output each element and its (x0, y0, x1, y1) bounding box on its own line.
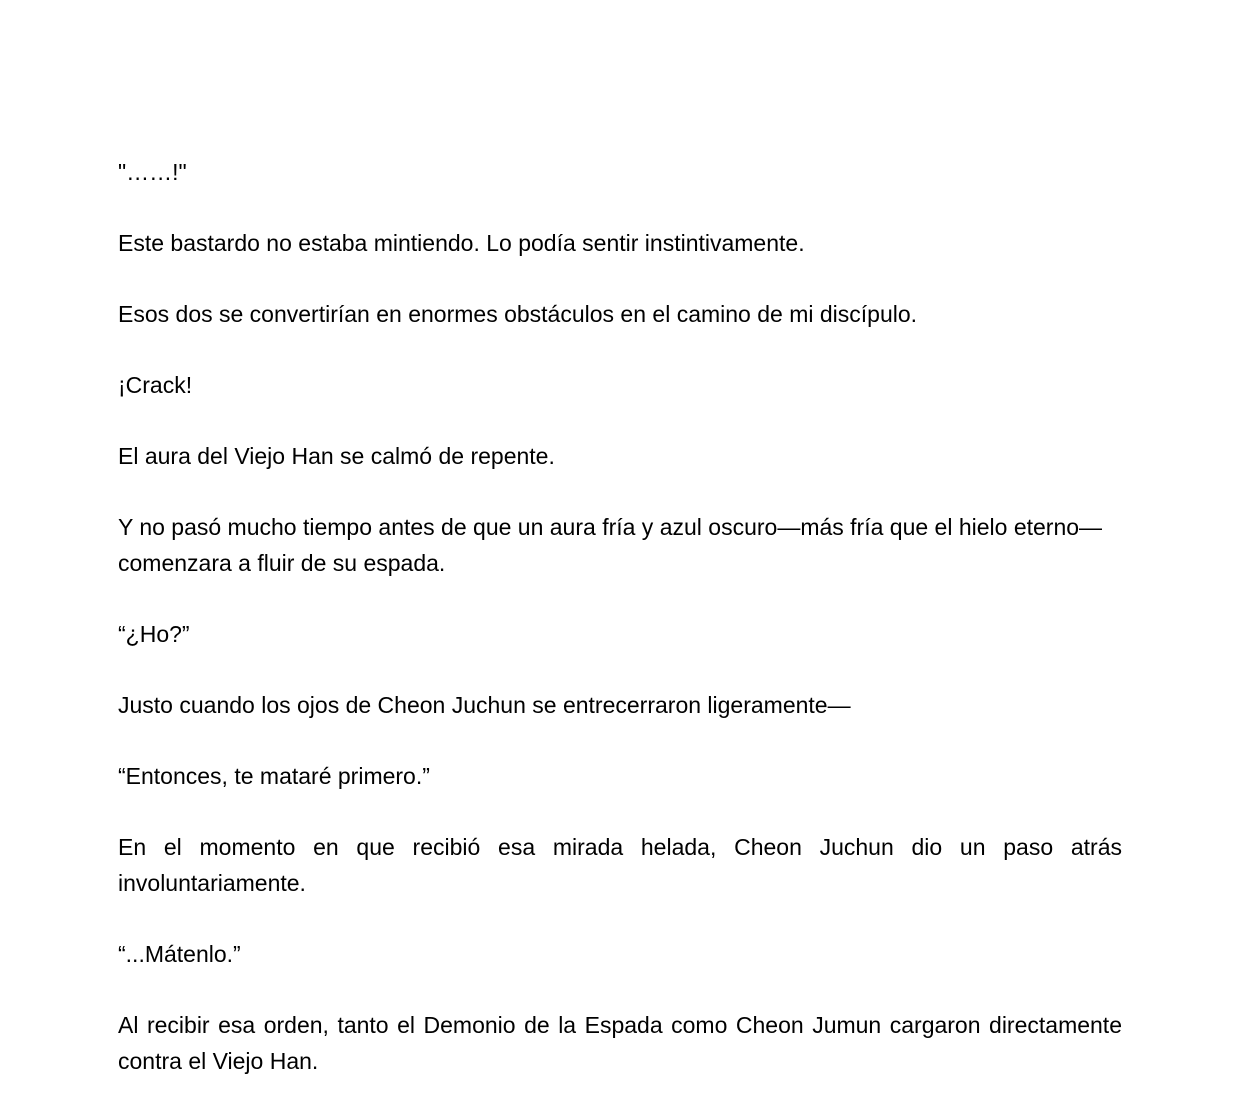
paragraph: "……!" (118, 159, 187, 185)
paragraph: En el momento en que recibió esa mirada helada, Cheon Juchun dio un paso atrás involuntariamente. (118, 834, 1122, 896)
paragraph: “Entonces, te mataré primero.” (118, 763, 430, 789)
paragraph: Este bastardo no estaba mintiendo. Lo podía sentir instintivamente. (118, 230, 805, 256)
paragraph: El aura del Viejo Han se calmó de repente. (118, 443, 555, 469)
paragraph: “...Mátenlo.” (118, 941, 241, 967)
paragraph: Y no pasó mucho tiempo antes de que un aura fría y azul oscuro—más fría que el hielo eterno—comenzara a fluir de su espada. (118, 514, 1103, 576)
paragraph: Esos dos se convertirían en enormes obstáculos en el camino de mi discípulo. (118, 301, 918, 327)
paragraph: “¿Ho?” (118, 621, 190, 647)
paragraph: Al recibir esa orden, tanto el Demonio de la Espada como Cheon Jumun cargaron directamente contra el Viejo Han. (118, 1012, 1122, 1074)
document-body (118, 154, 1122, 1114)
paragraph: Justo cuando los ojos de Cheon Juchun se entrecerraron ligeramente— (118, 692, 851, 718)
paragraph: ¡Crack! (118, 372, 193, 398)
